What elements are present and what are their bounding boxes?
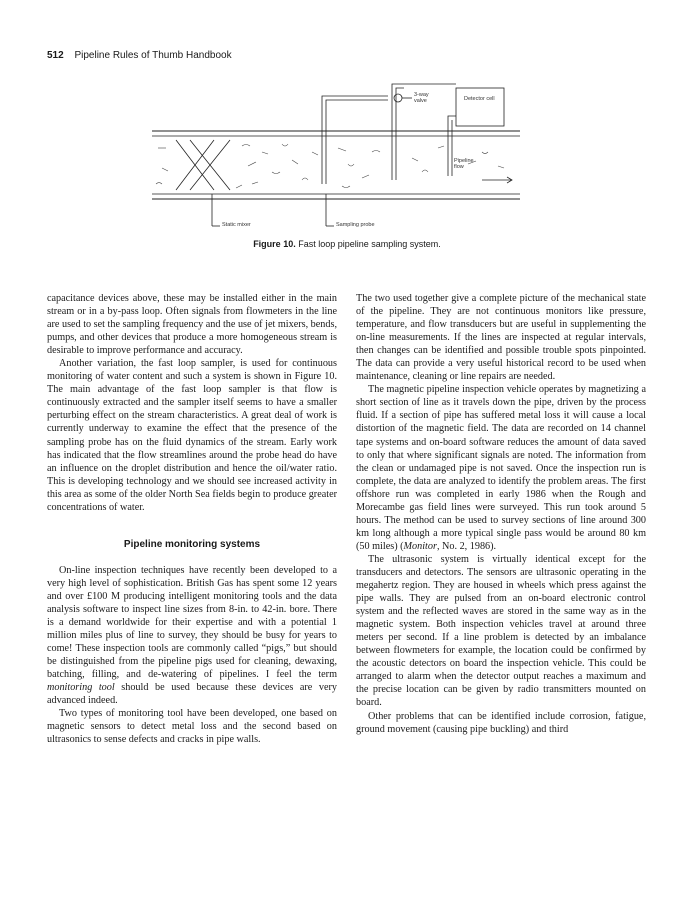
- caption-text: Fast loop pipeline sampling system.: [298, 239, 441, 249]
- right-column: [356, 292, 646, 736]
- section-heading: Pipeline monitoring systems: [123, 538, 261, 550]
- paragraph: The two used together give a complete picture of the mechanical state of the pipeline. They are not continuous monitors like pressure, temperature, and flow transducers but are useful in supplementing the on-line measurements. If the lines are inspected at regular intervals, then changes can be identified and possible trouble spots pinpointed. The data can provide a very useful historical record to be used when maintenance, cleaning or line repairs are needed.: [356, 293, 646, 383]
- paragraph: capacitance devices above, these may be installed either in the main stream or in a by-pass loop. Often signals from flowmeters in the line are used to set the sampling frequency and the use of jet mixers, bends, pumps, and other devices that produce a more homogeneous stream is desirable to improve performance and accuracy.: [47, 293, 337, 357]
- paragraph: Another variation, the fast loop sampler, is used for continuous monitoring of water content and such a system is shown in Figure 10. The main advantage of the fast loop sampler is that flow is continuously extracted and the sampler itself seems to have a smaller perturbing effect on the stream characteristics. A great deal of work is currently underway to examine the effect that the presence of the sampling probe has on the fluid dynamics of the stream. Early work has indicated that the flow streamlines around the probe head do have an influence on the droplet distribution and hence the oil/water ratio. This is developing technology and we should see increased activity in this area as some of the older North Sea fields begin to produce greater concentrations of water.: [47, 358, 337, 513]
- paragraph: Other problems that can be identified include corrosion, fatigue, ground movement (causing pipe buckling) and third: [356, 710, 646, 735]
- paragraph: The magnetic pipeline inspection vehicle operates by magnetizing a short section of line as it travels down the pipe, driven by the process fluid. If a section of pipe has suffered metal loss it will cause a local distortion of the magnetic field. The data are recorded on 14 channel tape systems and on-board software reduces the amount of data saved to only that where significant signals are noted. The information from the clean or undamaged pipe is not saved. Once the inspection run is complete, the data are analyzed to identify the problem areas. The first offshore run was completed in early 1986 when the Rough and Morecambe gas field lines were surveyed. This run took around 5 hours. The method can be used to survey sections of line around 300 km long although a more typical single pass would be around 80 km (50 miles) (Monitor, No. 2, 1986).: [356, 384, 646, 552]
- figure-caption: [152, 239, 542, 249]
- paragraph: The ultrasonic system is virtually identical except for the transducers and detectors. The sensors are ultrasonic operating in the megahertz region. They are housed in wheels which press against the pipe walls. They are pulsed from an on-board electronic control system and the reflected waves are stored in the same way as in the magnetic system. Both inspection vehicles travel at around three meters per second. If a line problem is detected by an imbalance between flowmeters for example, the location could be confirmed by the acoustic detectors on board the inspection vehicle. This could be arranged to alarm when the detector output reaches a maximum and the precise location can be given by radio transmitters mounted on board.: [356, 553, 646, 709]
- label-detector-cell: Detector cell: [464, 96, 495, 102]
- label-sampling-probe: Sampling probe: [336, 222, 375, 228]
- label-static-mixer: Static mixer: [222, 222, 251, 228]
- label-pipeline-flow: Pipeline flow: [454, 158, 474, 171]
- italic-citation: Monitor: [403, 540, 437, 552]
- page-number: 512: [47, 50, 64, 61]
- book-title: Pipeline Rules of Thumb Handbook: [74, 50, 232, 61]
- paragraph: Two types of monitoring tool have been developed, one based on magnetic sensors to detect metal loss and the second based on ultrasonics to sense defects and cracks in pipe walls.: [47, 708, 337, 746]
- italic-term: monitoring tool: [47, 682, 115, 694]
- caption-label: Figure 10.: [253, 239, 296, 249]
- running-header: [47, 50, 232, 61]
- fast-loop-diagram: [152, 68, 542, 238]
- label-3way-valve: 3-way valve: [414, 92, 429, 105]
- figure-10: [152, 68, 542, 248]
- paragraph: On-line inspection techniques have recently been developed to a very high level of sophistication. British Gas has spent some 12 years and over £100 M producing intelligent monitoring tools and the data analysis software to inspect line sizes from 8-in. to 42-in. bore. There is a demand worldwide for their expertise and with a potential 1 million miles plus of line to survey, they should be busy for years to come! These inspection tools are commonly called “pigs,” but should be distinguished from the pipeline pigs used for cleaning, dewaxing, batching, filling, and de-watering of pipelines. I feel the term monitoring tool should be used because these devices are very advanced indeed.: [47, 564, 337, 707]
- left-column: [47, 292, 337, 747]
